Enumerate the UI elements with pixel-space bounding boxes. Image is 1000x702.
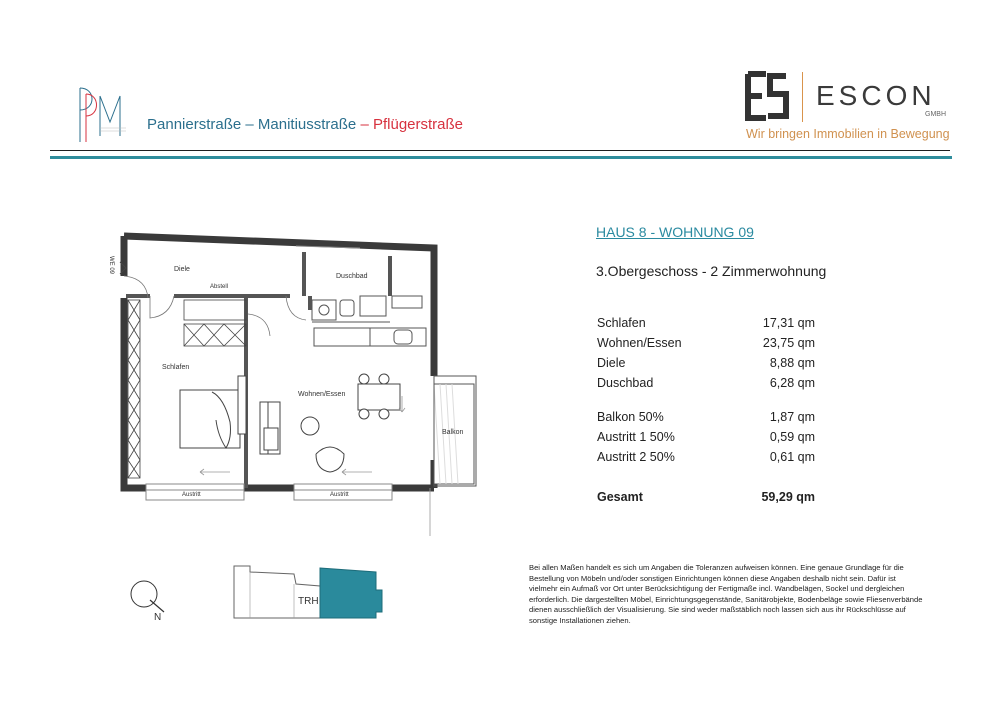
- header-rule-thin: [50, 150, 950, 151]
- room-row: [597, 316, 815, 334]
- company-name: ESCON: [816, 80, 936, 111]
- street-2: Manitiusstraße: [257, 116, 357, 133]
- wohnen-label: Wohnen/Essen: [298, 391, 346, 398]
- outdoor-area: 0,59 qm: [769, 430, 815, 444]
- compass-icon: [131, 581, 164, 612]
- abstell-label: Abstell: [210, 284, 229, 290]
- street-1: Pannierstraße: [147, 116, 242, 133]
- disclaimer-text: Bei allen Maßen handelt es sich um Angaben die Toleranzen aufweisen können. Eine genaue Grundlage für die Bestellung von Möbeln und/oder sonstigen Einrichtungen können diese Angaben deshalb nicht sein. Dafür ist vielmehr ein Aufmaß vor Ort unter Berücksichtigung der Fertigmaße incl. Wandbelägen, Sockel und dergleichen erforderlich. Die dargestellten Möbel, Einrichtungsgegenstände, Sanitärobjekte, Bodenbeläge sowie Fliesenverbände dienen ausschließlich der Visualisierung. Sie sind weder maßstäblich noch lassen sich aus ihr Rückschlüsse auf sonstige Installationen ziehen.: [529, 563, 923, 625]
- floor-plan: [100, 226, 490, 546]
- room-label: Diele: [597, 356, 626, 370]
- outdoor-label: Austritt 1 50%: [597, 430, 675, 444]
- we-label: WE 09: [108, 256, 114, 275]
- logo-divider: [802, 72, 803, 122]
- room-row: [597, 356, 815, 374]
- north-label: N: [154, 612, 162, 623]
- street-separator-2: –: [356, 116, 373, 133]
- company-legal-form: GMBH: [925, 111, 946, 118]
- unit-title: HAUS 8 - WOHNUNG 09: [596, 224, 754, 240]
- unit-highlight: [320, 568, 382, 618]
- outdoor-area: 1,87 qm: [769, 410, 815, 424]
- room-row: [597, 376, 815, 394]
- outdoor-label: Balkon 50%: [597, 410, 664, 424]
- schlafen-label: Schlafen: [162, 364, 190, 371]
- austritt-right-label: Austritt: [330, 492, 349, 498]
- total-row: [597, 490, 815, 508]
- room-label: Wohnen/Essen: [597, 336, 682, 350]
- company-slogan: Wir bringen Immobilien in Bewegung: [746, 127, 950, 141]
- room-row: [597, 336, 815, 354]
- austritt-left-label: Austritt: [182, 492, 201, 498]
- street-separator-1: –: [241, 116, 258, 133]
- stair-label: TRH: [298, 596, 319, 607]
- total-label: Gesamt: [597, 490, 643, 504]
- total-area: 59,29 qm: [761, 490, 815, 504]
- room-label: Schlafen: [597, 316, 646, 330]
- outdoor-area: 0,61 qm: [769, 450, 815, 464]
- project-streets: [147, 116, 463, 133]
- diele-label: Diele: [174, 266, 190, 273]
- room-label: Duschbad: [597, 376, 654, 390]
- site-plan: [120, 560, 400, 632]
- room-area: 8,88 qm: [769, 356, 815, 370]
- outdoor-row: [597, 430, 815, 448]
- escon-logo-mark: [744, 70, 790, 122]
- outdoor-row: [597, 410, 815, 428]
- outdoor-label: Austritt 2 50%: [597, 450, 675, 464]
- room-area: 17,31 qm: [762, 316, 815, 330]
- room-area: 23,75 qm: [762, 336, 815, 350]
- unit-subtitle: 3.Obergeschoss - 2 Zimmerwohnung: [596, 263, 827, 279]
- room-area: 6,28 qm: [769, 376, 815, 390]
- balkon-label: Balkon: [442, 429, 464, 436]
- street-3: Pflügerstraße: [372, 116, 464, 133]
- pm-logo: [74, 84, 126, 146]
- header-rule-teal: [50, 156, 952, 159]
- duschbad-label: Duschbad: [336, 273, 368, 280]
- outdoor-row: [597, 450, 815, 468]
